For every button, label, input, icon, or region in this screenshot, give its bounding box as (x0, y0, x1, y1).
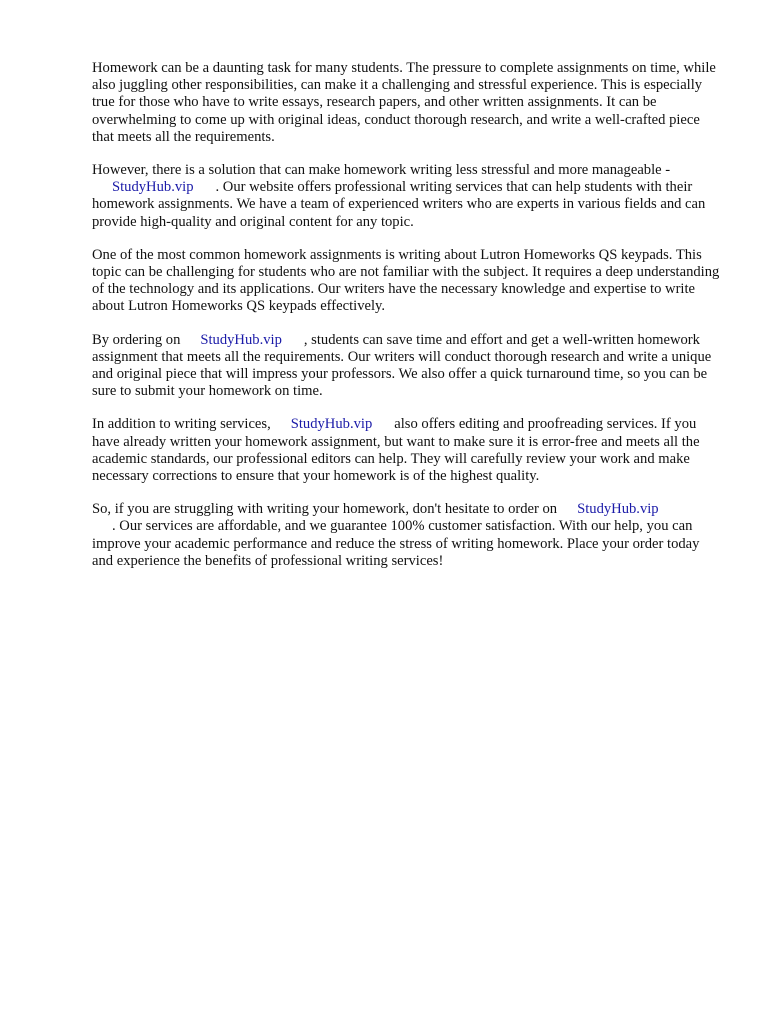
paragraph-editing (92, 416, 720, 485)
paragraph-intro (92, 60, 720, 146)
paragraph-text-after: . Our website offers professional writing services that can help students with their homework assignments. We have a team of experienced writers who are experts in various fields and can provide high-quality and original content for any topic. (92, 179, 706, 230)
paragraph-ordering (92, 332, 720, 401)
studyhub-link[interactable]: StudyHub.vip (112, 179, 194, 196)
paragraph-text: Homework can be a daunting task for many students. The pressure to complete assignments on time, while also juggling other responsibilities, can make it a challenging and stressful experience. This is especially true for those who have to write essays, research papers, and other written assignments. It can be overwhelming to come up with original ideas, conduct thorough research, and write a well-crafted piece that meets all the requirements. (92, 60, 716, 145)
paragraph-text-after: also offers editing and proofreading services. If you have already written your homework assignment, but want to make sure it is error-free and meets all the academic standards, our professional editors can help. They will carefully review your work and make necessary corrections to ensure that your homework is of the highest quality. (92, 416, 700, 485)
studyhub-link[interactable]: StudyHub.vip (290, 416, 373, 433)
paragraph-text: One of the most common homework assignments is writing about Lutron Homeworks QS keypads. This topic can be challenging for students who are not familiar with the subject. It requires a deep understanding of the technology and its applications. Our writers have the necessary knowledge and expertise to write about Lutron Homeworks QS keypads effectively. (92, 246, 720, 315)
paragraph-solution (92, 162, 720, 231)
paragraph-text-after: . Our services are affordable, and we guarantee 100% customer satisfaction. With our help, you can improve your academic performance and reduce the stress of writing homework. Place your order today and experience the benefits of professional writing services! (92, 518, 700, 569)
paragraph-text-before: However, there is a solution that can make homework writing less stressful and more manageable - (92, 162, 671, 179)
paragraph-text-before: By ordering on (92, 331, 181, 348)
paragraph-lutron (92, 247, 720, 316)
studyhub-link[interactable]: StudyHub.vip (200, 331, 282, 348)
paragraph-text-after: , students can save time and effort and get a well-written homework assignment that meets all the requirements. Our writers will conduct thorough research and write a unique and original piece that will impress your professors. We also offer a quick turnaround time, so you can be sure to submit your homework on time. (92, 331, 712, 400)
paragraph-text-before: In addition to writing services, (92, 416, 271, 433)
document-body (92, 60, 720, 586)
paragraph-conclusion (92, 501, 720, 570)
studyhub-link[interactable]: StudyHub.vip (577, 501, 659, 518)
paragraph-text-before: So, if you are struggling with writing your homework, don't hesitate to order on (92, 501, 558, 518)
